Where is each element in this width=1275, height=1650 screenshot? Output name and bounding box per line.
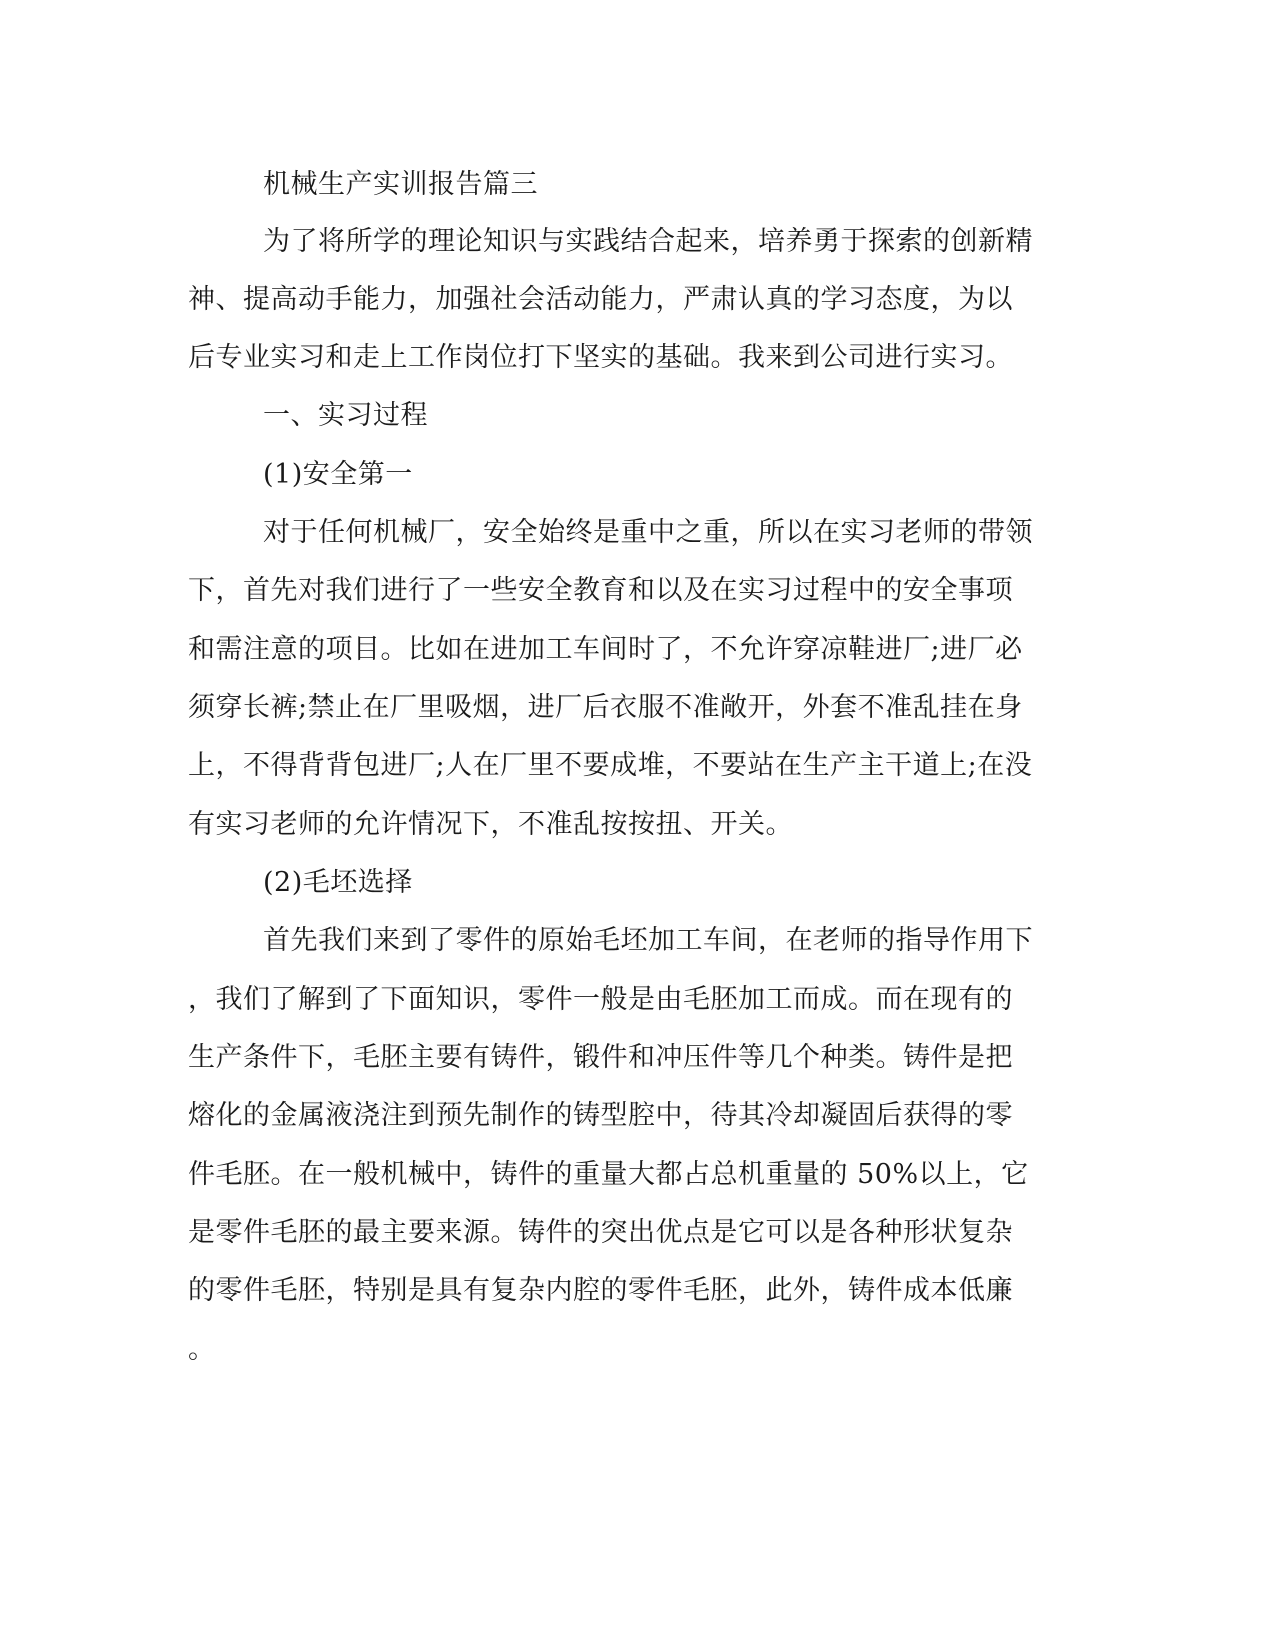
paragraph-line: 生产条件下，毛胚主要有铸件，锻件和冲压件等几个种类。铸件是把 (188, 1042, 1013, 1073)
paragraph-line: 为了将所学的理论知识与实践结合起来，培养勇于探索的创新精 (263, 226, 1033, 257)
paragraph-line: 和需注意的项目。比如在进加工车间时了，不允许穿凉鞋进厂;进厂必 (188, 634, 1023, 665)
paragraph-line: 有实习老师的允许情况下，不准乱按按扭、开关。 (188, 809, 793, 840)
paragraph-line: 须穿长裤;禁止在厂里吸烟，进厂后衣服不准敞开，外套不准乱挂在身 (188, 692, 1023, 723)
paragraph-line: 的零件毛胚，特别是具有复杂内腔的零件毛胚，此外，铸件成本低廉 (188, 1275, 1013, 1306)
paragraph-line: 神、提高动手能力，加强社会活动能力，严肃认真的学习态度，为以 (188, 284, 1013, 315)
paragraph-line: 熔化的金属液浇注到预先制作的铸型腔中，待其冷却凝固后获得的零 (188, 1100, 1013, 1131)
paragraph-line: 上，不得背背包进厂;人在厂里不要成堆，不要站在生产主干道上;在没 (188, 750, 1033, 781)
paragraph-line: 对于任何机械厂，安全始终是重中之重，所以在实习老师的带领 (263, 517, 1033, 548)
subsection-heading: (1)安全第一 (263, 459, 413, 490)
paragraph-line: ，我们了解到了下面知识，零件一般是由毛胚加工而成。而在现有的 (188, 984, 1013, 1015)
paragraph-line: 。 (188, 1334, 216, 1365)
subsection-heading: (2)毛坯选择 (263, 867, 413, 898)
document-title: 机械生产实训报告篇三 (263, 169, 538, 200)
paragraph-line: 下，首先对我们进行了一些安全教育和以及在实习过程中的安全事项 (188, 575, 1013, 606)
section-heading: 一、实习过程 (263, 400, 428, 431)
paragraph-line: 是零件毛胚的最主要来源。铸件的突出优点是它可以是各种形状复杂 (188, 1217, 1013, 1248)
paragraph-line: 件毛胚。在一般机械中，铸件的重量大都占总机重量的 50%以上，它 (188, 1159, 1029, 1190)
paragraph-line: 首先我们来到了零件的原始毛坯加工车间，在老师的指导作用下 (263, 925, 1033, 956)
paragraph-line: 后专业实习和走上工作岗位打下坚实的基础。我来到公司进行实习。 (188, 342, 1013, 373)
